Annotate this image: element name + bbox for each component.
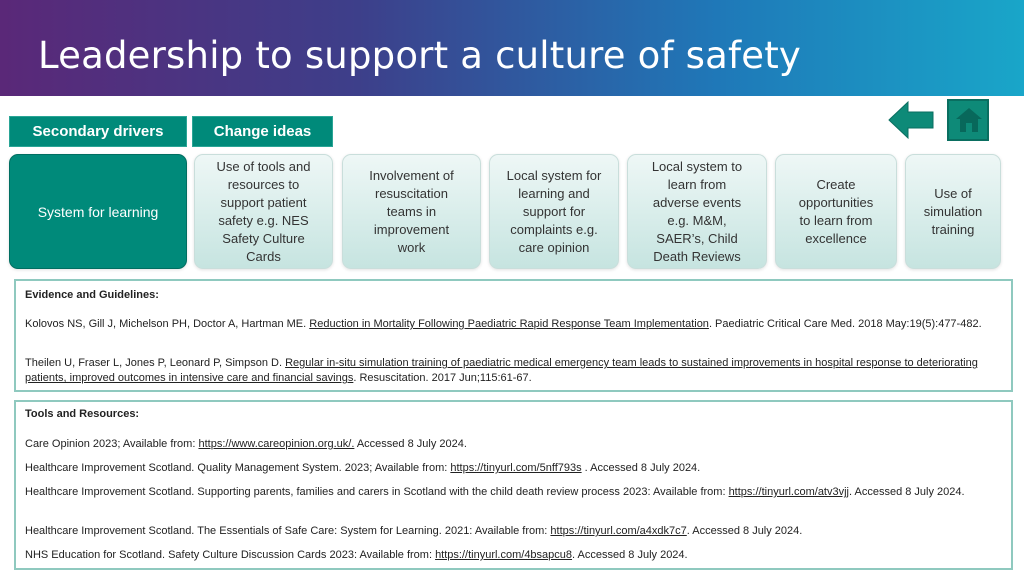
card-line: improvement xyxy=(373,221,450,237)
left-arrow-icon xyxy=(888,100,934,140)
card-line: opportunities xyxy=(798,194,874,210)
card-line: SAER’s, Child xyxy=(656,230,738,246)
card-line: resuscitation xyxy=(375,185,448,201)
tools-ref xyxy=(25,524,1000,539)
card-line: Create xyxy=(816,176,856,192)
ref-link[interactable]: Regular in-situ simulation training of paediatric medical emergency team leads to sustained improvements in hospital response to deteriorating patients, improved outcomes in intensive care and financial savings xyxy=(25,357,978,384)
card-line: work xyxy=(397,239,426,255)
evidence-ref xyxy=(25,356,1000,386)
ref-text: . Accessed 8 July 2024. xyxy=(572,549,688,561)
ref-text: . Accessed 8 July 2024. xyxy=(686,525,803,537)
ref-link[interactable]: https://tinyurl.com/a4xdk7c7 xyxy=(550,525,687,537)
ref-text: . Paediatric Critical Care Med. 2018 May:19(5):477-482. xyxy=(708,318,982,330)
ref-text: Healthcare Improvement Scotland. The Essentials of Safe Care: System for Learning. 2021: Available from: xyxy=(25,525,551,537)
card-line: care opinion xyxy=(518,239,590,255)
card-line: Cards xyxy=(246,248,281,264)
card-line: Involvement of xyxy=(369,167,454,183)
tools-ref xyxy=(25,485,1000,500)
change-idea-card-tools-resources xyxy=(194,154,333,269)
ref-text: Theilen U, Fraser L, Jones P, Leonard P, Simpson D. xyxy=(25,357,286,369)
ref-link[interactable]: Reduction in Mortality Following Paediatric Rapid Response Team Implementation xyxy=(309,318,709,330)
card-line: Safety Culture xyxy=(222,230,305,246)
card-line: Death Reviews xyxy=(653,248,741,264)
card-line: e.g. M&M, xyxy=(667,212,727,228)
card-line: adverse events xyxy=(652,194,742,210)
card-line: support patient xyxy=(220,194,307,210)
secondary-drivers-label: Secondary drivers xyxy=(9,116,187,147)
change-idea-card-resuscitation-teams xyxy=(342,154,481,269)
tools-heading: Tools and Resources: xyxy=(25,408,140,420)
ref-link[interactable]: https://tinyurl.com/atv3vjj xyxy=(728,486,849,498)
driver-label: System for learning xyxy=(37,203,159,220)
ref-text: Kolovos NS, Gill J, Michelson PH, Doctor A, Hartman ME. xyxy=(25,318,310,330)
page-title: Leadership to support a culture of safety xyxy=(38,34,801,77)
driver-card-system-for-learning xyxy=(9,154,187,269)
change-idea-card-excellence xyxy=(775,154,897,269)
card-line: Local system to xyxy=(651,158,743,174)
ref-text: NHS Education for Scotland. Safety Culture Discussion Cards 2023: Available from: xyxy=(25,549,436,561)
card-line: simulation xyxy=(923,203,983,219)
card-line: complaints e.g. xyxy=(510,221,598,237)
card-line: Local system for xyxy=(506,167,602,183)
tools-ref xyxy=(25,437,1000,452)
card-line: safety e.g. NES xyxy=(218,212,309,228)
ref-link[interactable]: https://www.careopinion.org.uk/. xyxy=(198,438,355,450)
card-line: support for xyxy=(522,203,586,219)
change-idea-card-simulation xyxy=(905,154,1001,269)
home-icon xyxy=(955,106,983,134)
evidence-heading: Evidence and Guidelines: xyxy=(25,289,159,301)
tools-ref xyxy=(25,461,1000,476)
ref-link[interactable]: https://tinyurl.com/5nff793s xyxy=(450,462,582,474)
card-line: Use of tools and xyxy=(216,158,311,174)
ref-text: Care Opinion 2023; Available from: xyxy=(25,438,199,450)
change-ideas-label: Change ideas xyxy=(192,116,333,147)
card-line: training xyxy=(931,221,975,237)
tools-ref xyxy=(25,548,1000,563)
ref-text: Healthcare Improvement Scotland. Quality Management System. 2023; Available from: xyxy=(25,462,451,474)
card-line: excellence xyxy=(805,230,867,246)
card-line: teams in xyxy=(386,203,437,219)
ref-text: Healthcare Improvement Scotland. Supporting parents, families and carers in Scotland with the child death review process 2023: Available from: xyxy=(25,486,729,498)
ref-text: . Accessed 8 July 2024. xyxy=(581,462,701,474)
change-idea-card-adverse-events xyxy=(627,154,767,269)
back-button[interactable] xyxy=(888,100,934,140)
title-banner xyxy=(0,0,1024,96)
card-line: learn from xyxy=(667,176,727,192)
evidence-ref xyxy=(25,317,1000,332)
ref-text: Accessed 8 July 2024. xyxy=(354,438,467,450)
card-line: to learn from xyxy=(799,212,873,228)
card-line: learning and xyxy=(518,185,590,201)
card-line: resources to xyxy=(227,176,300,192)
card-line: Use of xyxy=(934,185,972,201)
ref-text: . Accessed 8 July 2024. xyxy=(849,486,965,498)
evidence-panel xyxy=(14,279,1013,392)
home-button[interactable] xyxy=(947,99,989,141)
ref-link[interactable]: https://tinyurl.com/4bsapcu8 xyxy=(435,549,573,561)
tools-panel xyxy=(14,400,1013,570)
change-idea-card-complaints xyxy=(489,154,619,269)
ref-text: . Resuscitation. 2017 Jun;115:61-67. xyxy=(353,372,532,384)
